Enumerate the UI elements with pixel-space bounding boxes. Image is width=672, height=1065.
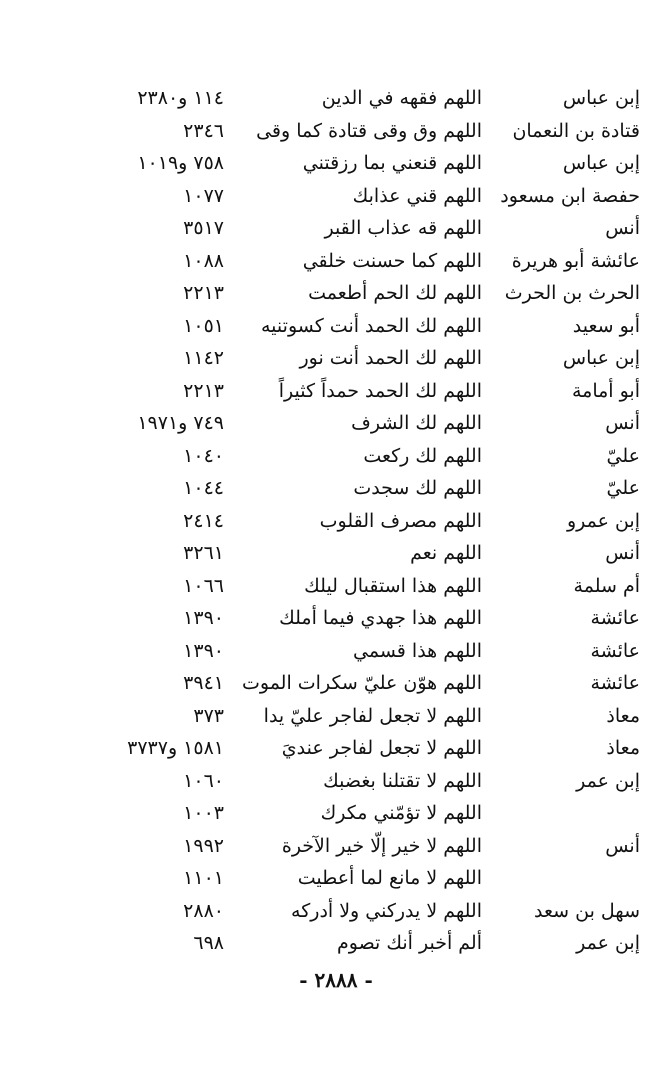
narrator-name: إبن عمر [576, 932, 640, 954]
narrator-name: أنس [605, 542, 640, 564]
hadith-incipit: اللهم قنعني بما رزقتني [302, 152, 482, 174]
narrator-name: معاذ [606, 737, 640, 759]
hadith-reference: ١١٤٢ [183, 347, 224, 369]
hadith-reference: ١٠٦٦ [183, 574, 224, 597]
narrator-name: عائشة أبو هريرة [511, 249, 640, 272]
index-row [0, 537, 672, 570]
index-row [0, 147, 672, 180]
hadith-incipit: اللهم لك سجدت [353, 477, 482, 499]
hadith-reference: ١٠٧٧ [183, 184, 224, 207]
hadith-incipit: اللهم هذا استقبال ليلك [304, 574, 482, 597]
hadith-reference: ٢٨٨٠ [183, 899, 224, 922]
hadith-reference: ١٠٦٠ [183, 769, 224, 792]
hadith-incipit: اللهم فقهه في الدين [321, 87, 482, 109]
index-row [0, 895, 672, 928]
hadith-incipit: اللهم قني عذابك [352, 184, 482, 207]
index-row [0, 310, 672, 343]
hadith-reference: ١٣٩٠ [183, 607, 224, 629]
index-row [0, 277, 672, 310]
page-number: - ٢٨٨٨ - [299, 968, 373, 992]
narrator-name: معاذ [606, 704, 640, 727]
hadith-incipit: ألم أخبر أنك تصوم [337, 932, 482, 954]
hadith-reference: ٢٢١٣ [183, 282, 224, 304]
index-row [0, 212, 672, 245]
hadith-incipit: اللهم وق وقى قتادة كما وقى [256, 119, 482, 142]
narrator-name: عائشة [590, 639, 640, 662]
hadith-reference: ١٠٥١ [183, 314, 224, 337]
hadith-incipit: اللهم لا يدركني ولا أدركه [291, 899, 482, 922]
hadith-reference: ٣٩٤١ [183, 672, 224, 694]
hadith-incipit: اللهم لا تجعل لفاجر عنديَ [281, 737, 482, 759]
hadith-reference: ٣٧٣ [193, 704, 224, 727]
hadith-reference: ١١٤ و٢٣٨٠ [137, 87, 224, 109]
index-row [0, 505, 672, 538]
hadith-reference: ١٠٨٨ [183, 249, 224, 272]
index-row [0, 862, 672, 895]
narrator-name: عليّ [606, 444, 640, 467]
index-row [0, 82, 672, 115]
narrator-name: إبن عمر [576, 769, 640, 792]
hadith-incipit: اللهم قه عذاب القبر [324, 217, 482, 239]
hadith-incipit: اللهم هذا جهدي فيما أملك [279, 607, 482, 629]
index-row [0, 440, 672, 473]
narrator-name: الحرث بن الحرث [504, 282, 640, 304]
index-row [0, 927, 672, 960]
hadith-incipit: اللهم لك ركعت [363, 444, 482, 467]
narrator-name: عليّ [606, 477, 640, 499]
hadith-reference: ١٠٠٣ [183, 802, 224, 824]
hadith-incipit: اللهم مصرف القلوب [319, 509, 482, 532]
hadith-reference: ٢٢١٣ [183, 379, 224, 402]
hadith-reference: ١١٠١ [183, 867, 224, 889]
narrator-name: قتادة بن النعمان [512, 119, 640, 142]
hadith-reference: ١٠٤٠ [183, 444, 224, 467]
narrator-name: أنس [605, 217, 640, 239]
hadith-incipit: اللهم نعم [410, 542, 482, 564]
hadith-reference: ٢٤١٤ [183, 509, 224, 532]
narrator-name: أنس [605, 412, 640, 434]
narrator-name: إبن عمرو [566, 509, 640, 532]
narrator-name: سهل بن سعد [534, 899, 640, 922]
hadith-reference: ١٥٨١ و٣٧٣٧ [127, 737, 224, 759]
index-row [0, 245, 672, 278]
index-row [0, 700, 672, 733]
index-row [0, 180, 672, 213]
hadith-reference: ١٩٩٢ [183, 834, 224, 857]
narrator-name: عائشة [590, 607, 640, 629]
hadith-incipit: اللهم هذا قسمي [353, 639, 482, 662]
hadith-incipit: اللهم لا تقتلنا بغضبك [323, 769, 482, 792]
narrator-name: أبو أمامة [571, 379, 640, 402]
hadith-incipit: اللهم لا تجعل لفاجر عليّ يدا [263, 704, 482, 727]
hadith-incipit: اللهم لا خير إلّا خير الآخرة [281, 834, 482, 857]
hadith-reference: ٣٢٦١ [183, 542, 224, 564]
hadith-reference: ٧٥٨ و١٠١٩ [137, 152, 224, 174]
narrator-name: أبو سعيد [572, 314, 640, 337]
hadith-incipit: اللهم لك الحمد أنت كسوتنيه [261, 314, 482, 337]
index-row [0, 797, 672, 830]
hadith-incipit: اللهم لا تؤمّني مكرك [320, 802, 482, 824]
hadith-incipit: اللهم هوّن عليّ سكرات الموت [242, 672, 482, 694]
hadith-reference: ٦٩٨ [193, 932, 224, 954]
hadith-incipit: اللهم كما حسنت خلقي [302, 249, 482, 272]
hadith-reference: ٧٤٩ و١٩٧١ [137, 412, 224, 434]
hadith-reference: ٣٥١٧ [183, 217, 224, 239]
index-row [0, 765, 672, 798]
index-row [0, 635, 672, 668]
hadith-incipit: اللهم لك الحمد أنت نور [299, 347, 482, 369]
index-row [0, 570, 672, 603]
hadith-incipit: اللهم لك الحم أطعمت [308, 282, 482, 304]
index-row [0, 407, 672, 440]
index-row [0, 602, 672, 635]
hadith-reference: ٢٣٤٦ [183, 119, 224, 142]
narrator-name: إبن عباس [562, 152, 640, 174]
narrator-name: أم سلمة [573, 574, 640, 597]
index-row [0, 830, 672, 863]
index-row [0, 472, 672, 505]
hadith-incipit: اللهم لك الشرف [351, 412, 482, 434]
index-row [0, 115, 672, 148]
hadith-incipit: اللهم لا مانع لما أعطيت [297, 867, 482, 889]
hadith-incipit: اللهم لك الحمد حمداً كثيراً [278, 379, 482, 402]
narrator-name: عائشة [590, 672, 640, 694]
narrator-name: حفصة ابن مسعود [500, 184, 640, 207]
index-row [0, 732, 672, 765]
hadith-index-list [0, 82, 672, 960]
narrator-name: إبن عباس [562, 347, 640, 369]
index-row [0, 667, 672, 700]
narrator-name: أنس [605, 834, 640, 857]
index-row [0, 342, 672, 375]
hadith-reference: ١٣٩٠ [183, 639, 224, 662]
narrator-name: إبن عباس [562, 87, 640, 109]
index-row [0, 375, 672, 408]
hadith-reference: ١٠٤٤ [183, 477, 224, 499]
